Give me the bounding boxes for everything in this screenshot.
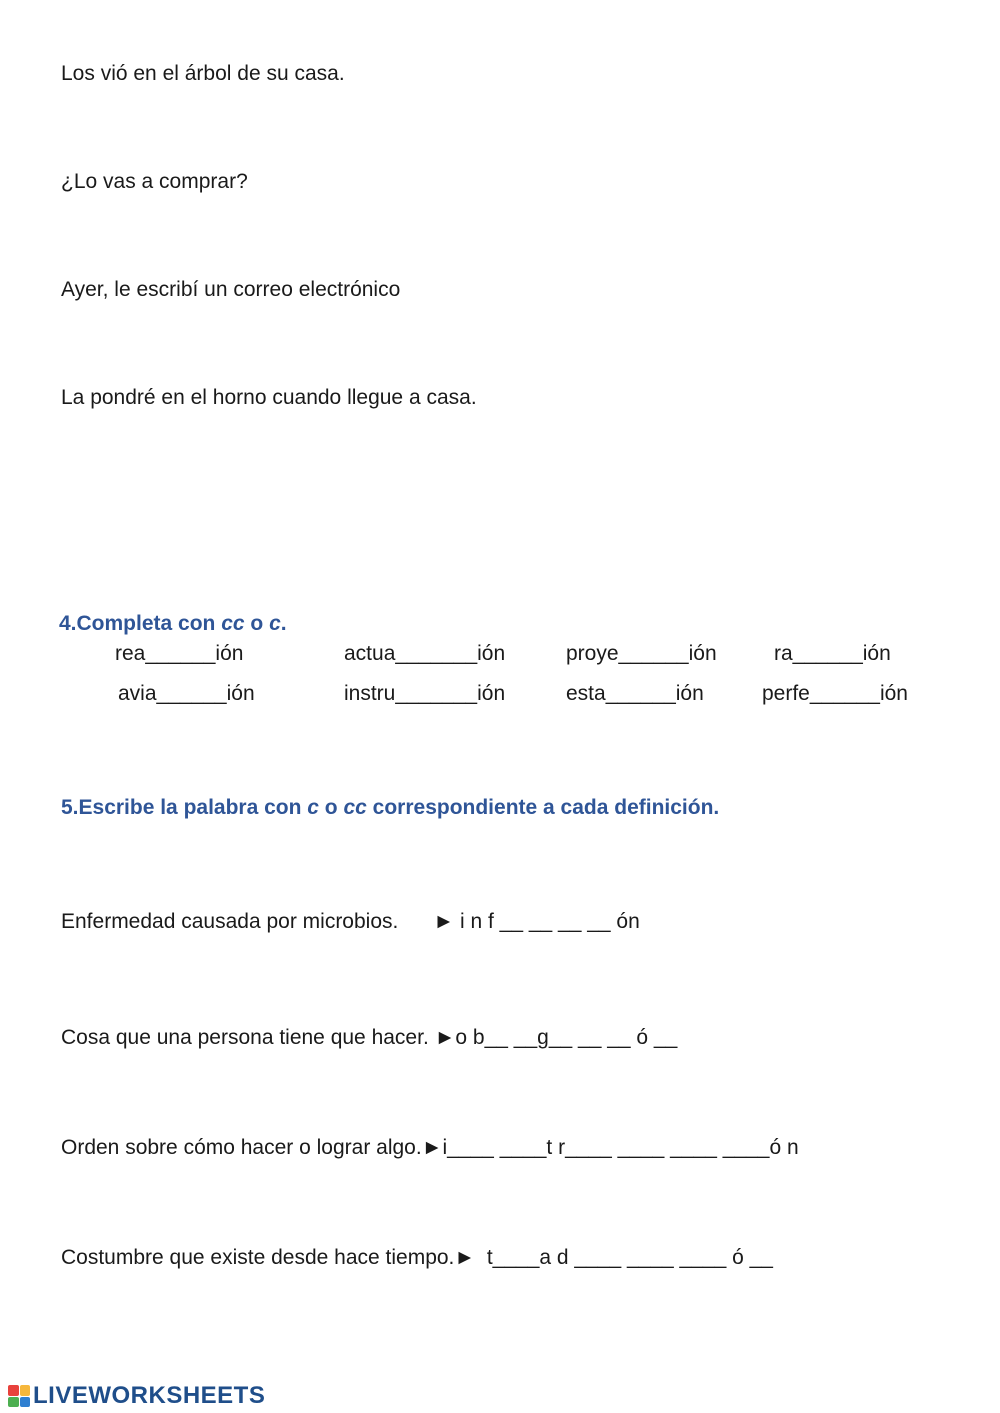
heading-4-o: o [244, 612, 270, 635]
heading-5-c: c [307, 796, 319, 819]
fill-word-perfe[interactable]: perfe______ión [762, 682, 908, 705]
heading-4-end: . [280, 612, 287, 635]
sentence-1: Los vió en el árbol de su casa. [61, 62, 345, 85]
liveworksheets-logo [8, 1382, 265, 1410]
fill-word-proye[interactable]: proye______ión [566, 642, 717, 665]
heading-4-c: c [269, 612, 281, 635]
fill-word-ra[interactable]: ra______ión [774, 642, 891, 665]
section-4-heading [59, 612, 287, 636]
definition-item-4[interactable]: Costumbre que existe desde hace tiempo.► t____a d ____ ____ ____ ó __ [61, 1246, 773, 1269]
heading-5-cc: cc [343, 796, 367, 819]
fill-word-avia[interactable]: avia______ión [118, 682, 255, 705]
definition-item-1[interactable]: Enfermedad causada por microbios. ► i n f __ __ __ __ ón [61, 910, 640, 933]
fill-word-esta[interactable]: esta______ión [566, 682, 704, 705]
logo-mark-icon [8, 1385, 30, 1407]
logo-square-green [8, 1397, 19, 1408]
heading-5-o: o [318, 796, 344, 819]
definition-item-2[interactable]: Cosa que una persona tiene que hacer. ►o b__ __g__ __ __ ó __ [61, 1026, 678, 1049]
fill-word-actua[interactable]: actua_______ión [344, 642, 506, 665]
sentence-2: ¿Lo vas a comprar? [61, 170, 248, 193]
heading-5-rest: correspondiente a cada definición. [366, 796, 720, 819]
logo-text: LIVEWORKSHEETS [33, 1382, 266, 1409]
sentence-4: La pondré en el horno cuando llegue a casa. [61, 386, 477, 409]
heading-5-prefix: 5.Escribe la palabra con [61, 796, 308, 819]
fill-word-instru[interactable]: instru_______ión [344, 682, 506, 705]
fill-word-rea[interactable]: rea______ión [115, 642, 244, 665]
heading-4-cc: cc [221, 612, 245, 635]
sentence-3: Ayer, le escribí un correo electrónico [61, 278, 401, 301]
logo-square-yellow [20, 1385, 31, 1396]
section-5-heading [61, 796, 719, 820]
definition-item-3[interactable]: Orden sobre cómo hacer o lograr algo.►i____ ____t r____ ____ ____ ____ó n [61, 1136, 799, 1159]
logo-square-blue [20, 1397, 31, 1408]
heading-4-prefix: 4.Completa con [59, 612, 222, 635]
logo-square-red [8, 1385, 19, 1396]
